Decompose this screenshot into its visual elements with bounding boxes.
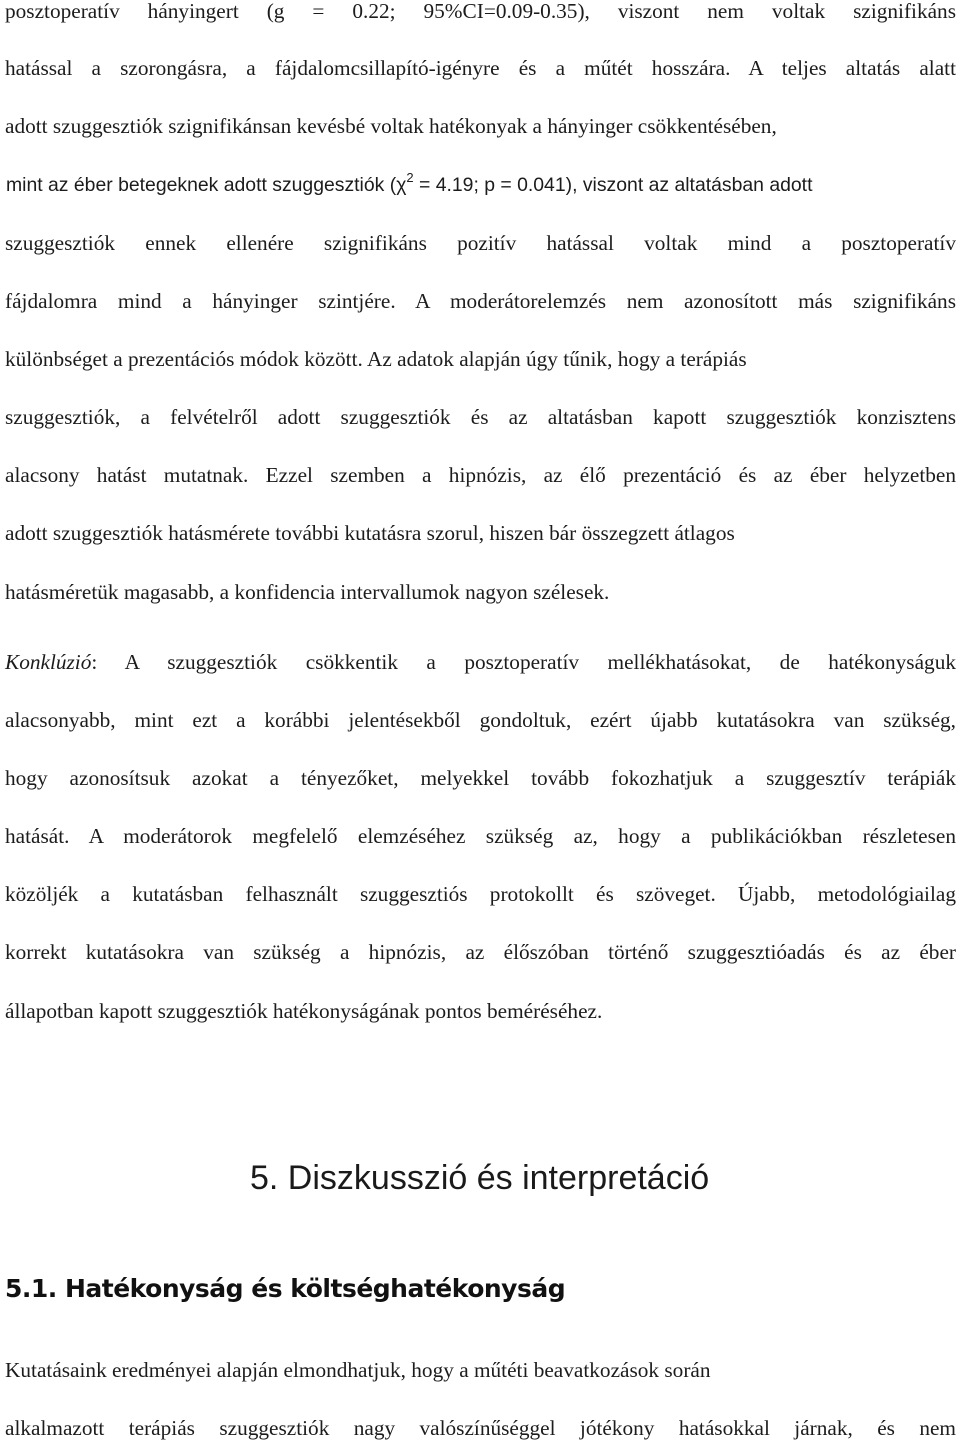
text-span: szuggesztiók, a felvételről adott szuggesztiók és az altatásban kapott szuggesztiók konzisztens xyxy=(5,405,956,429)
results-line-2 xyxy=(5,54,956,82)
results-line-11 xyxy=(5,578,609,606)
text-span: : A szuggesztiók csökkentik a posztoperatív mellékhatásokat, de hatékonyságuk xyxy=(91,650,956,674)
text-span: alacsonyabb, mint ezt a korábbi jelentésekből gondoltuk, ezért újabb kutatásokra van szükség, xyxy=(5,708,956,732)
text-span: hatással a szorongásra, a fájdalomcsillapító-igényre és a műtét hosszára. A teljes altatás alatt xyxy=(5,56,956,80)
text-span: adott szuggesztiók hatásmérete további kutatásra szorul, hiszen bár összegzett átlagos xyxy=(5,521,735,545)
text-span: fájdalomra mind a hányinger szintjére. A moderátorelemzés nem azonosított más szignifikáns xyxy=(5,289,956,313)
conclusion-line-1 xyxy=(5,648,956,676)
results-line-1 xyxy=(5,0,956,25)
text-span: alkalmazott terápiás szuggesztiók nagy valószínűséggel jótékony hatásokkal járnak, és nem xyxy=(5,1416,956,1440)
text-span: = 4.19; p = 0.041), viszont az altatásban adott xyxy=(413,174,813,196)
results-line-7 xyxy=(5,345,747,373)
results-line-10 xyxy=(5,519,735,547)
conclusion-line-2 xyxy=(5,706,956,734)
conclusion-line-7 xyxy=(5,997,602,1025)
superscript: 2 xyxy=(406,170,414,185)
discussion-line-2 xyxy=(5,1414,956,1442)
text-span: adott szuggesztiók szignifikánsan kevésbé voltak hatékonyak a hányinger csökkentésében, xyxy=(5,114,777,138)
chapter-heading: 5. Diszkusszió és interpretáció xyxy=(250,1159,710,1197)
text-span: hogy azonosítsuk azokat a tényezőket, melyekkel tovább fokozhatjuk a szuggesztív terápiák xyxy=(5,766,956,790)
text-span: mint az éber betegeknek adott szuggesztiók (χ xyxy=(6,174,407,196)
conclusion-label: Konklúzió xyxy=(5,650,92,674)
text-span: állapotban kapott szuggesztiók hatékonyságának pontos beméréséhez. xyxy=(5,999,603,1023)
conclusion-line-5 xyxy=(5,880,956,908)
text-span: különbséget a prezentációs módok között. Az adatok alapján úgy tűnik, hogy a terápiás xyxy=(5,347,747,371)
results-line-3 xyxy=(5,112,777,140)
section-heading: 5.1. Hatékonyság és költséghatékonyság xyxy=(5,1274,566,1303)
conclusion-line-3 xyxy=(5,764,956,792)
results-line-8 xyxy=(5,403,956,431)
text-span: szuggesztiók ennek ellenére szignifikáns pozitív hatással voltak mind a posztoperatív xyxy=(5,231,956,255)
text-span: posztoperatív hányingert (g = 0.22; 95%CI=0.09-0.35), viszont nem voltak szignifikáns xyxy=(5,0,956,23)
results-line-5 xyxy=(5,229,956,257)
text-span: közöljék a kutatásban felhasznált szuggesztiós protokollt és szöveget. Újabb, metodológiailag xyxy=(5,882,956,906)
discussion-line-1 xyxy=(5,1356,711,1384)
text-span: hatásméretük magasabb, a konfidencia intervallumok nagyon szélesek. xyxy=(5,580,610,604)
text-span: korrekt kutatásokra van szükség a hipnózis, az élőszóban történő szuggesztióadás és az éber xyxy=(5,940,956,964)
results-line-6 xyxy=(5,287,956,315)
conclusion-line-6 xyxy=(5,938,956,966)
text-span: Kutatásaink eredményei alapján elmondhatjuk, hogy a műtéti beavatkozások során xyxy=(5,1358,711,1382)
results-line-9 xyxy=(5,461,956,489)
conclusion-line-4 xyxy=(5,822,956,850)
results-line-4 xyxy=(6,171,812,199)
text-span: alacsony hatást mutatnak. Ezzel szemben a hipnózis, az élő prezentáció és az éber helyzetben xyxy=(5,463,956,487)
text-span: hatását. A moderátorok megfelelő elemzéséhez szükség az, hogy a publikációkban részletesen xyxy=(5,824,956,848)
